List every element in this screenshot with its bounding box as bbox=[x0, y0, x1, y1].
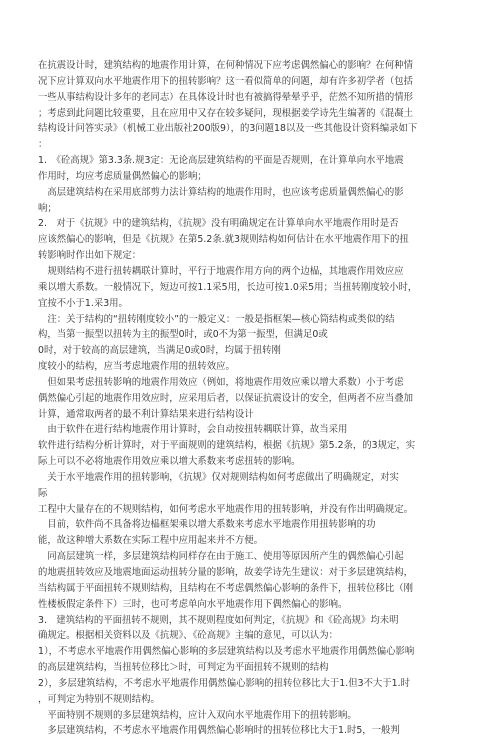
text-line: 作用时，均应考虑质量偶然偏心的影响； bbox=[38, 170, 207, 182]
text-line: 1. 《砼高规》第3.3条.规3定：无论高层建筑结构的平面是否规则，在计算单向水平地震 bbox=[38, 155, 404, 167]
text-line: 0时，对于较高的高层建筑，当满足0或0时，均属于扭转刚 bbox=[38, 345, 281, 357]
text-line: 2），多层建筑结构，不考虑水平地震作用偶然偏心影响的扭转位移比大于1.但3不大于1.时 bbox=[38, 677, 411, 689]
text-line: 在抗震设计时，建筑结构的地震作用计算，在何种情况下应考虑偶然偏心的影响？在何种情 bbox=[38, 60, 414, 71]
text-line: 转影响时作出如下规定： bbox=[38, 250, 142, 262]
text-line: 2. 对于《抗规》中的建筑结构，《抗规》没有明确规定在计算单向水平地震作用时是否 bbox=[38, 218, 399, 230]
text-line: 当结构属于平面扭转不规则结构，且结构在不考虑偶然偏心影响的条件下，扭转位移比（刚 bbox=[38, 582, 414, 594]
text-line: 况下应计算双向水平地震作用下的扭转影响？这一看似简单的问题，却有许多初学者（包括 bbox=[38, 75, 414, 87]
text-line: 关于水平地震作用的扭转影响，《抗规》仅对规则结构如何考虑做出了明确规定，对实 bbox=[38, 471, 399, 483]
text-line: ，可判定为特别不规则结构。 bbox=[38, 693, 160, 705]
text-line: 应该然偏心的影响，但是《抗规》在第5.2条.就3规则结构如何估计在水平地震作用下的扭 bbox=[38, 234, 409, 246]
text-line: 注：关于结构的“扭转刚度较小”的一般定义：一般是指框架—核心筒结构或类似的结 bbox=[38, 313, 395, 325]
text-line: 际 bbox=[38, 487, 48, 499]
text-line: 度较小的结构，应当考虑地震作用的扭转效应。 bbox=[38, 361, 235, 373]
document-body bbox=[38, 58, 474, 739]
text-line: 由于软件在进行结构地震作用计算时，会自动按扭转耦联计算，故当采用 bbox=[38, 424, 348, 436]
text-line: 结构设计问答实录》（机械工业出版社200版9），的3问题18以及一些其他设计资料编录如下 bbox=[38, 123, 418, 135]
text-line: 计算，通常取两者的最不利计算结果来进行结构设计 bbox=[38, 408, 254, 420]
text-line: 的高层建筑结构，当扭转位移比＞时，可判定为平面扭转不规则的结构 bbox=[38, 662, 329, 674]
text-line: 软件进行结构分析计算时，对于平面规则的建筑结构，根据《抗规》第5.2条，的3规定，实 bbox=[38, 440, 416, 452]
text-line: 工程中大量存在的不规则结构，如何考虑水平地震作用的扭转影响，并没有作出明确规定。 bbox=[38, 503, 414, 515]
text-line: 构，当第一振型以扭转为主的振型0时，或0不为第一振型，但满足0或 bbox=[38, 329, 328, 341]
text-line: 1），不考虑水平地震作用偶然偏心影响的多层建筑结构以及考虑水平地震作用偶然偏心影响 bbox=[38, 646, 415, 658]
text-line: ；考虑到此问题比较重要，且在应用中又存在较多疑问，现根据姜学诗先生编著的《混凝土 bbox=[38, 107, 414, 119]
text-line: 一些从事结构设计多年的老同志）在具体设计时也有被搞得晕晕乎乎，茫然不知所措的情形 bbox=[38, 91, 414, 103]
text-line: 际上可以不必将地震作用效应乘以增大系数来考虑扭转的影响。 bbox=[38, 456, 301, 468]
text-line: 但如果考虑扭转影响的地震作用效应（例如，将地震作用效应乘以增大系数）小于考虑 bbox=[38, 376, 404, 388]
text-line: 的地震扭转效应及地震地面运动扭转分量的影响，故姜学诗先生建议：对于多层建筑结构， bbox=[38, 567, 414, 578]
text-line: 宜按不小于1.采3用。 bbox=[38, 297, 128, 309]
text-line: 性楼板假定条件下）三时，也可考虑单向水平地震作用下偶然偏心的影响。 bbox=[38, 598, 348, 610]
text-line: 目前，软件尚不具备将边榀框架乘以增大系数来考虑水平地震作用扭转影响的功 bbox=[38, 519, 376, 531]
text-line: 多层建筑结构，不考虑水平地震作用偶然偏心影响时的扭转位移比大于1.时5，一般判 bbox=[38, 725, 400, 737]
text-line: 确规定。根据相关资料以及《抗规》、《砼高规》主编的意见，可以认为： bbox=[38, 630, 338, 642]
text-line: 3. 建筑结构的平面扭转不规则，其不规则程度如何判定，《抗规》和《砼高规》均未明 bbox=[38, 614, 399, 626]
text-line: 平面特别不规则的多层建筑结构，应计入双向水平地震作用下的扭转影响。 bbox=[38, 709, 357, 721]
text-line: 乘以增大系数。一般情况下，短边可按1.1采5用，长边可按1.0采5用；当扭转刚度较小时， bbox=[38, 281, 418, 293]
text-line: 响； bbox=[38, 202, 57, 214]
text-line: 同高层建筑一样，多层建筑结构同样存在由于施工、使用等原因所产生的偶然偏心引起 bbox=[38, 551, 404, 563]
text-line: 能，故这种增大系数在实际工程中应用起来并不方便。 bbox=[38, 535, 264, 547]
text-line: 高层建筑结构在采用底部剪力法计算结构的地震作用时，也应该考虑质量偶然偏心的影 bbox=[38, 186, 404, 198]
text-line: ： bbox=[38, 139, 48, 151]
text-line: 偶然偏心引起的地震作用效应时，应采用后者，以保证抗震设计的安全，但两者不应当叠加 bbox=[38, 392, 414, 404]
text-line: 规则结构不进行扭转耦联计算时，平行于地震作用方向的两个边榀，其地震作用效应应 bbox=[38, 265, 404, 277]
